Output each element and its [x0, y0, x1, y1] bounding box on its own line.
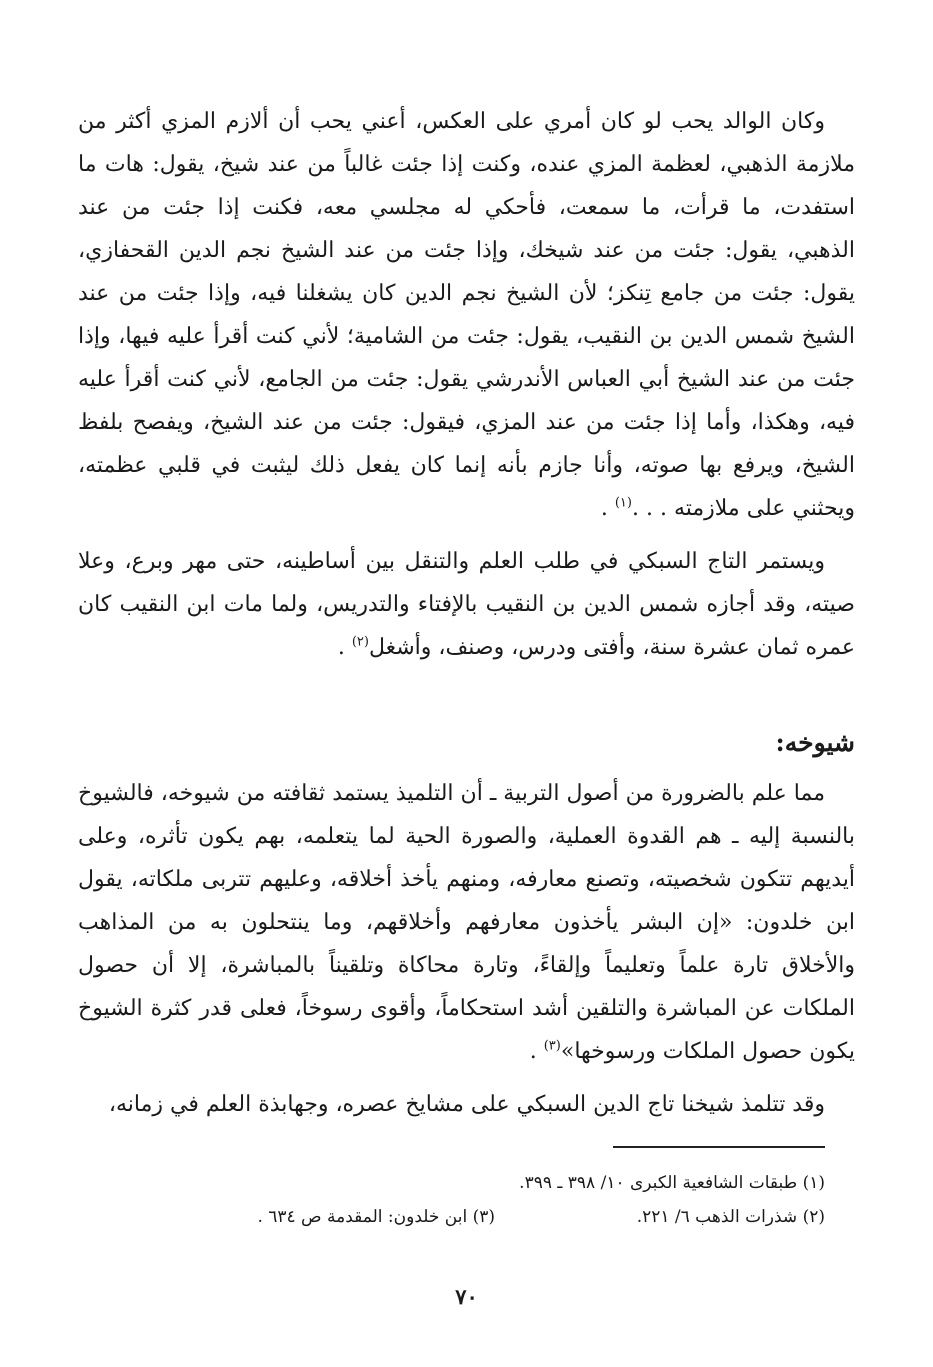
- paragraph-teachers-importance: [78, 772, 855, 1073]
- footnote-marker-3: (٣): [543, 1038, 561, 1054]
- paragraph-text: مما علم بالضرورة من أصول التربية ـ أن التلميذ يستمد ثقافته من شيوخه، فالشيوخ بالنسبة إليه ـ هم القدوة العملية، والصورة الحية لما يتعلمه، بهم يكون تأثره، وعلى أيديهم تتكون شخصيته، وتصنع معارفه، ومنهم يأخذ أخلاقه، وعليهم تتربى ملكاته، يقول ابن خلدون: «إن البشر يأخذون معارفهم وأخلاقهم، وما ينتحلون به من المذاهب والأخلاق تارة علماً وتعليماً وإلقاءً، وتارة محاكاة وتلقيناً بالمباشرة، إلا أن حصول الملكات عن المباشرة والتلقين أشد استحكاماً، وأقوى رسوخاً، فعلى قدر كثرة الشيوخ يكون حصول الملكات ورسوخها»: [78, 781, 855, 1064]
- sentence-end: .: [337, 635, 345, 660]
- footnote-3: (٣) ابن خلدون: المقدمة ص ٦٣٤ .: [257, 1207, 495, 1227]
- sentence-end: .: [600, 496, 608, 521]
- paragraph-studies: [78, 540, 855, 669]
- sentence-end: .: [529, 1039, 537, 1064]
- footnote-row: [78, 1166, 825, 1200]
- footnote-marker-1: (١): [614, 495, 632, 511]
- footnote-marker-2: (٢): [351, 634, 369, 650]
- footnote-2: (٢) شذرات الذهب ٦/ ٢٢١.: [636, 1207, 825, 1227]
- paragraph-father-advice: [78, 100, 855, 530]
- footnote-1: (١) طبقات الشافعية الكبرى ١٠/ ٣٩٨ ـ ٣٩٩.: [519, 1173, 825, 1193]
- paragraph-text: وقد تتلمذ شيخنا تاج الدين السبكي على مشايخ عصره، وجهابذة العلم في زمانه،: [108, 1092, 825, 1117]
- paragraph-text: وكان الوالد يحب لو كان أمري على العكس، أعني يحب أن ألازم المزي أكثر من ملازمة الذهبي، لعظمة المزي عنده، وكنت إذا جئت غالباً من عند شيخ، يقول: هات ما استفدت، ما قرأت، ما سمعت، فأحكي له مجلسي معه، فكنت إذا جئت من عند الذهبي، يقول: جئت من عند شيخك، وإذا جئت من عند الشيخ نجم الدين القحفازي، يقول: جئت من جامع تِنكز؛ لأن الشيخ نجم الدين كان يشغلنا فيه، وإذا جئت من عند الشيخ شمس الدين بن النقيب، يقول: جئت من الشامية؛ لأني كنت أقرأ عليه فيها، وإذا جئت من عند الشيخ أبي العباس الأندرشي يقول: جئت من الجامع، لأني كنت أقرأ عليه فيه، وهكذا، وأما إذا جئت من عند المزي، فيقول: جئت من عند الشيخ، ويفصح بلفظ الشيخ، ويرفع بها صوته، وأنا جازم بأنه إنما كان يفعل ذلك ليثبت في قلبي عظمته، ويحثني على ملازمته . . .: [78, 109, 855, 521]
- page-number: ٧٠: [455, 1284, 478, 1309]
- footnote-separator: [613, 1146, 825, 1148]
- paragraph-text: ويستمر التاج السبكي في طلب العلم والتنقل بين أساطينه، حتى مهر وبرع، وعلا صيته، وقد أجازه شمس الدين بن النقيب بالإفتاء والتدريس، ولما مات ابن النقيب كان عمره ثمان عشرة سنة، وأفتى ودرس، وصنف، وأشغل: [78, 549, 855, 660]
- footnote-row: [78, 1200, 825, 1234]
- footnotes: [78, 1166, 825, 1234]
- section-spacer: [78, 669, 855, 721]
- section-heading: شيوخه:: [775, 728, 855, 757]
- paragraph-teachers-list: [78, 1083, 855, 1126]
- main-text: [78, 100, 855, 1126]
